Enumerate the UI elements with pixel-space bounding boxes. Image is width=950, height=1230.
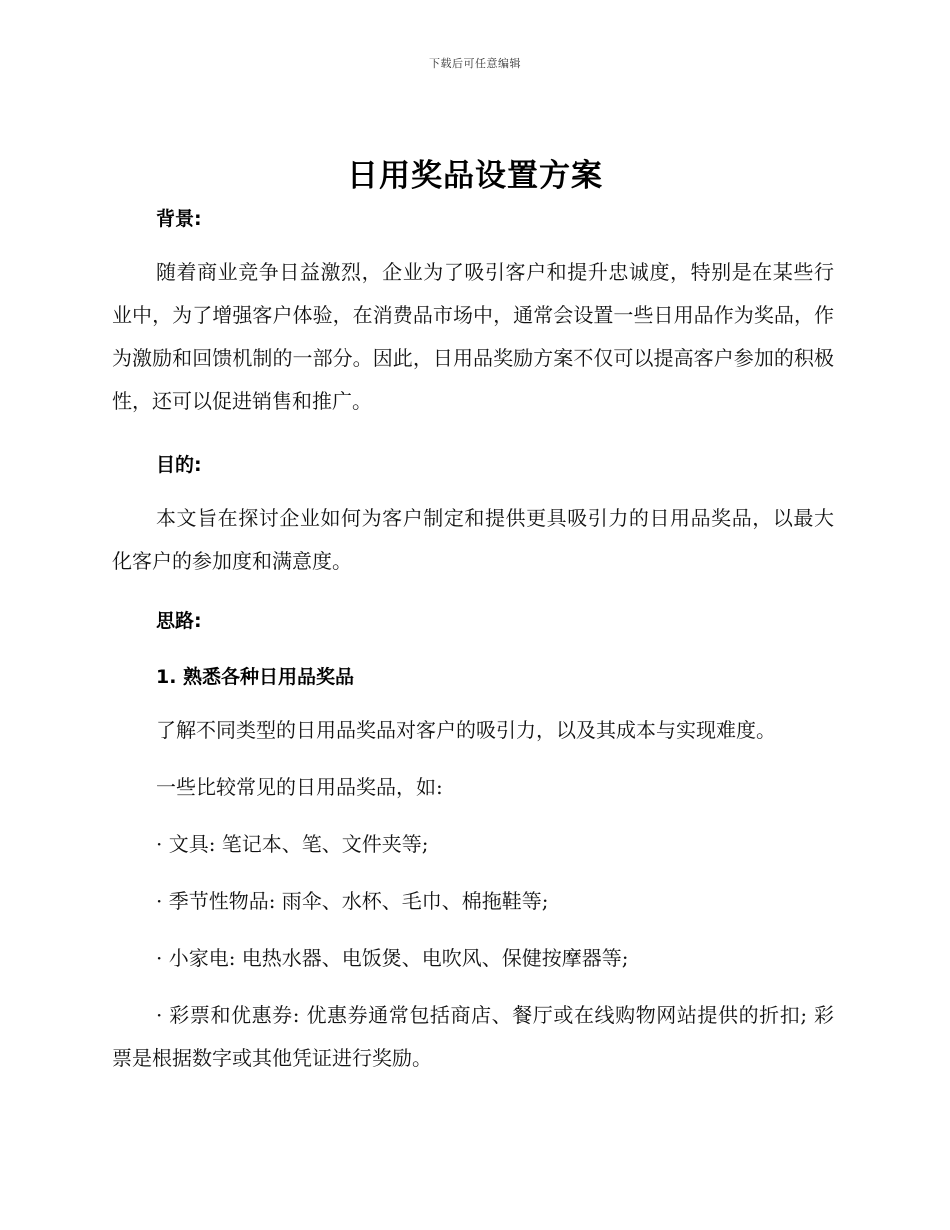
section-heading-purpose: 目的: [156,454,202,476]
list-item: · 彩票和优惠券: 优惠券通常包括商店、餐厅或在线购物网站提供的折扣; 彩票是根据数字或其他凭证进行奖励。 [112,1003,834,1070]
document-body [112,201,834,1080]
list-item: · 季节性物品: 雨伞、水杯、毛巾、棉拖鞋等; [156,889,549,913]
section-heading-approach: 思路: [156,610,202,632]
purpose-paragraph: 本文旨在探讨企业如何为客户制定和提供更具吸引力的日用品奖品，以最大化客户的参加度和满意度。 [112,506,834,573]
subheading-familiarize: 1. 熟悉各种日用品奖品 [156,666,355,688]
list-item: · 文具: 笔记本、笔、文件夹等; [156,832,429,856]
document-title: 日用奖品设置方案 [347,158,603,194]
header-note: 下载后可任意编辑 [429,57,521,70]
list-intro: 一些比较常见的日用品奖品，如: [156,775,443,799]
approach-intro: 了解不同类型的日用品奖品对客户的吸引力，以及其成本与实现难度。 [156,718,776,742]
section-heading-background: 背景: [156,208,202,230]
background-paragraph: 随着商业竞争日益激烈，企业为了吸引客户和提升忠诚度，特别是在某些行业中，为了增强客户体验，在消费品市场中，通常会设置一些日用品作为奖品，作为激励和回馈机制的一部分。因此，日用品奖励方案不仅可以提高客户参加的积极性，还可以促进销售和推广。 [112,260,834,413]
list-item: · 小家电: 电热水器、电饭煲、电吹风、保健按摩器等; [156,946,629,970]
